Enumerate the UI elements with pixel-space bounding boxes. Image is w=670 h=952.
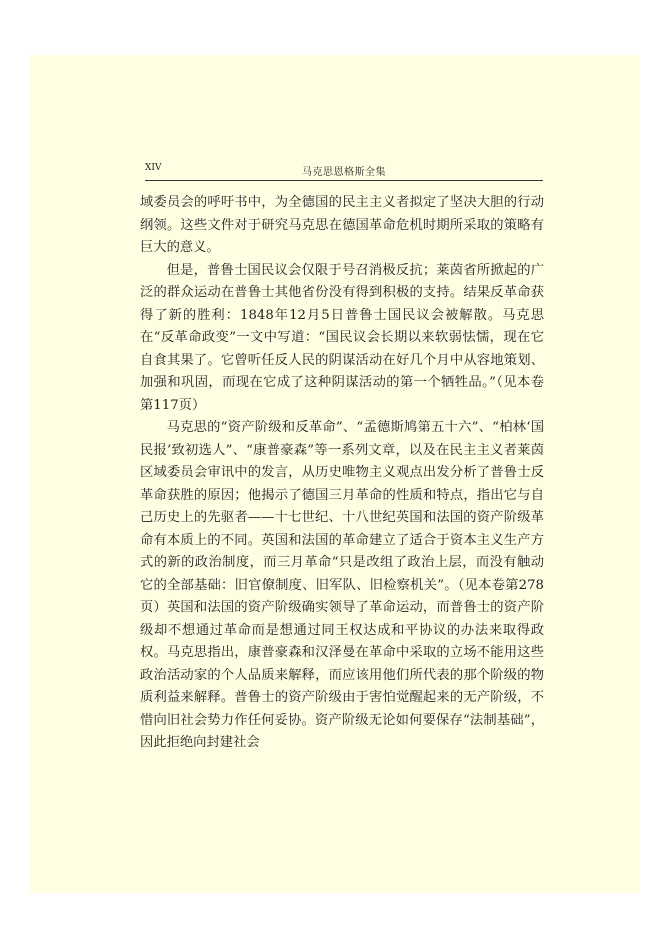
book-title: 马克思恩格斯全集 [302,167,386,178]
running-head [145,163,543,181]
body-text [140,192,544,755]
page-number: XIV [145,163,162,173]
paragraph-3: 马克思的“资产阶级和反革命”、“孟德斯鸠第五十六”、“柏林‘国民报’致初选人”、“康普豪森”等一系列文章，以及在民主主义者莱茵区域委员会审讯中的发言，从历史唯物主义观点出发分析了普鲁士反革命获胜的原因；他揭示了德国三月革命的性质和特点，指出它与自己历史上的先驱者——十七世纪、十八世纪英国和法国的资产阶级革命有本质上的不同。英国和法国的革命建立了适合于资本主义生产方式的新的政治制度，而三月革命“只是改组了政治上层，而没有触动它的全部基础：旧官僚制度、旧军队、旧检察机关”。（见本卷第278页）英国和法国的资产阶级确实领导了革命运动，而普鲁士的资产阶级却不想通过革命而是想通过同王权达成和平协议的办法来取得政权。马克思指出，康普豪森和汉泽曼在革命中采取的立场不能用这些政治活动家的个人品质来解释，而应该用他们所代表的那个阶级的物质利益来解释。普鲁士的资产阶级由于害怕觉醒起来的无产阶级，不惜向旧社会势力作任何妥协。资产阶级无论如何要保存“法制基础”，因此拒绝向封建社会 [140,420,544,750]
paragraph-1: 域委员会的呼吁书中，为全德国的民主主义者拟定了坚决大胆的行动纲领。这些文件对于研究马克思在德国革命危机时期所采取的策略有巨大的意义。 [140,195,544,255]
paragraph-2: 但是，普鲁士国民议会仅限于号召消极反抗；莱茵省所掀起的广泛的群众运动在普鲁士其他省份没有得到积极的支持。结果反革命获得了新的胜利：1848年12月5日普鲁士国民议会被解散。马克思在“反革命政变”一文中写道：“国民议会长期以来软弱怯懦，现在它自食其果了。它曾听任反人民的阴谋活动在好几个月中从容地策划、加强和巩固，而现在它成了这种阴谋活动的第一个牺牲品。”（见本卷第117页） [140,262,544,413]
